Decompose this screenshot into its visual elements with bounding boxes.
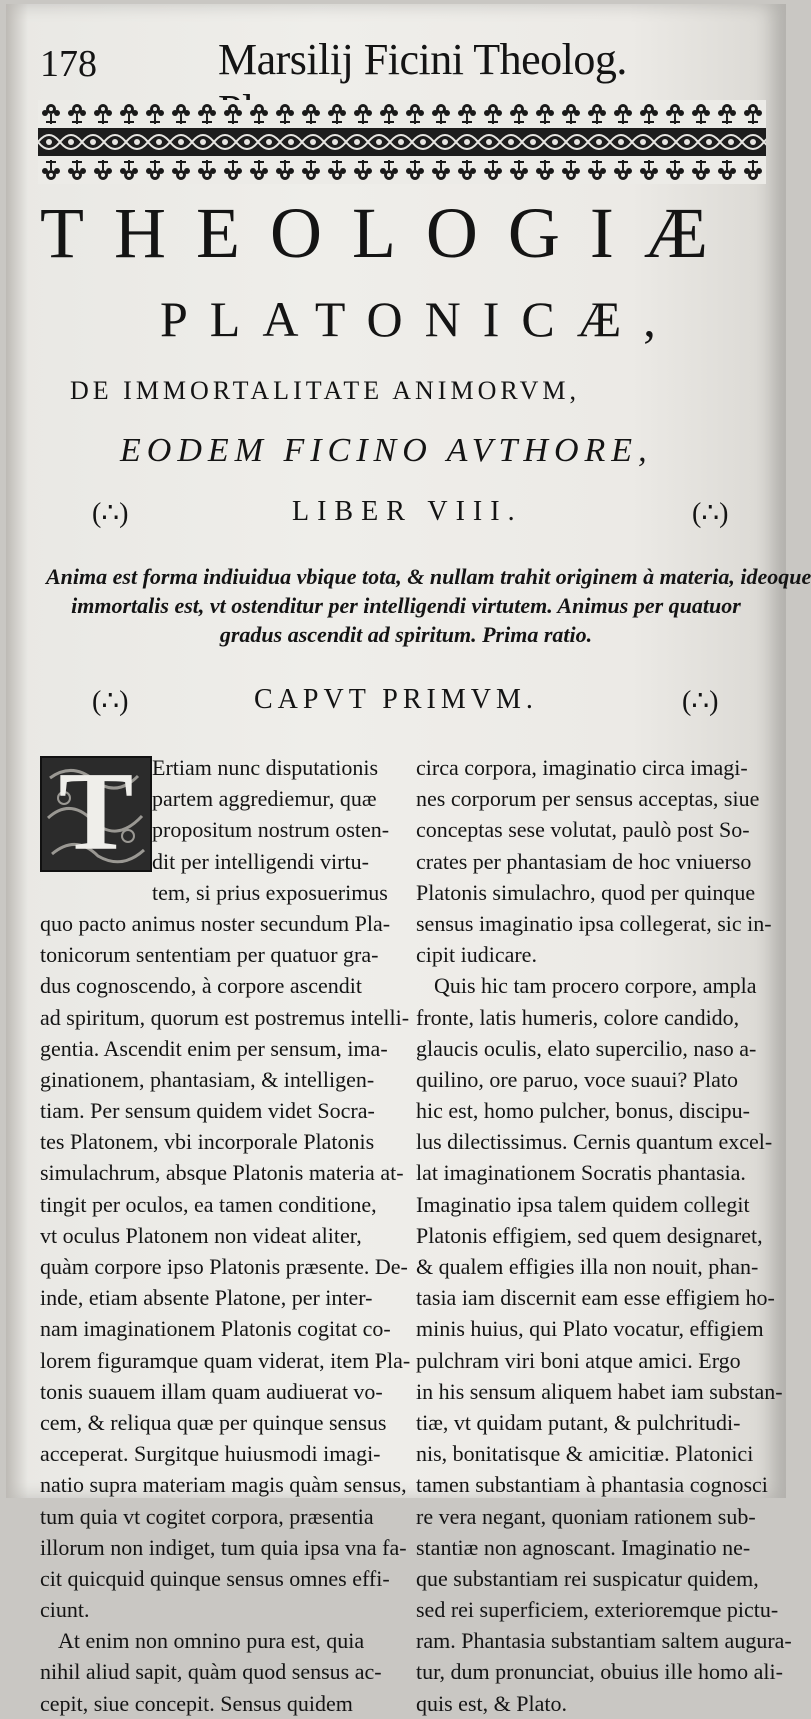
text-line: sensus imaginatio ipsa collegerat, sic in- xyxy=(416,910,772,936)
text-column-left xyxy=(40,752,411,1719)
text-line: ram. Phantasia substantiam saltem augura- xyxy=(416,1628,792,1654)
text-line: illorum non indiget, tum quia ipsa vna fa- xyxy=(40,1534,407,1560)
ornament-mark-right: (∴) xyxy=(692,498,729,529)
running-head xyxy=(32,34,732,88)
text-line: ad spiritum, quorum est postremus intelli- xyxy=(40,1004,410,1030)
text-line: pulchram viri boni atque amici. Ergo xyxy=(416,1347,741,1373)
text-line: minis huius, qui Plato vocatur, effigiem xyxy=(416,1316,764,1342)
text-line: tamen substantiam à phantasia cognosci xyxy=(416,1472,768,1498)
text-line: Platonis simulachro, quod per quinque xyxy=(416,879,756,905)
text-line: natio supra materiam magis quàm sensus, xyxy=(40,1472,407,1498)
text-line: partem aggrediemur, quæ xyxy=(152,786,377,812)
book-summary xyxy=(46,562,811,649)
text-line: tes Platonem, vbi incorporale Platonis xyxy=(40,1129,375,1155)
text-line: tonis suauem illam quam audiuerat vo- xyxy=(40,1378,383,1404)
summary-line: immortalis est, vt ostenditur per intelligendi virtutem. Animus per quatuor xyxy=(71,593,741,618)
text-line: nam imaginationem Platonis cogitat co- xyxy=(40,1316,391,1342)
ornament-mark-left: (∴) xyxy=(92,498,129,529)
chapter-label: CAPVT PRIMVM. xyxy=(254,684,538,715)
text-line: quis est, & Plato. xyxy=(416,1690,567,1716)
text-line: tingit per oculos, ea tamen conditione, xyxy=(40,1191,377,1217)
text-line: dus cognoscendo, à corpore ascendit xyxy=(40,973,362,999)
text-line: cem, & reliqua quæ per quinque sensus xyxy=(40,1409,387,1435)
drop-cap-letter: T xyxy=(58,750,134,874)
text-line: lorem figuramque quam viderat, item Pla- xyxy=(40,1347,411,1373)
book-section-heading xyxy=(86,496,746,536)
text-line: conceptas sese volutat, paulò post So- xyxy=(416,817,750,843)
text-line: Ertiam nunc disputationis xyxy=(152,755,379,780)
text-line: lus dilectissimus. Cernis quantum excel- xyxy=(416,1129,773,1155)
text-line: Imaginatio ipsa talem quidem collegit xyxy=(416,1191,750,1217)
summary-line: Anima est forma indiuidua vbique tota, & nullam trahit originem à materia, ideoque xyxy=(46,564,811,589)
text-line: ciunt. xyxy=(40,1597,90,1623)
ornament-mark-right: (∴) xyxy=(682,686,719,717)
text-line: Platonis effigiem, sed quem designaret, xyxy=(416,1222,763,1248)
text-line: inde, etiam absente Platone, per inter- xyxy=(40,1285,373,1311)
text-line: crates per phantasiam de hoc vniuerso xyxy=(416,848,752,874)
text-line: cepit, siue concepit. Sensus quidem xyxy=(40,1690,353,1716)
running-title: Marsilij Ficini Theolog. xyxy=(218,35,627,84)
text-line: cipit iudicare. xyxy=(416,942,537,968)
text-line: tum quia vt cogitet corpora, præsentia xyxy=(40,1503,374,1529)
text-line: tonicorum sententiam per quatuor gra- xyxy=(40,942,379,968)
text-line: nes corporum per sensus acceptas, siue xyxy=(416,786,760,812)
book-title: THEOLOGIÆ xyxy=(40,193,738,273)
text-line: hic est, homo pulcher, bonus, discipu- xyxy=(416,1098,750,1124)
text-line: re vera negant, quoniam rationem sub- xyxy=(416,1503,756,1529)
text-line: gentia. Ascendit enim per sensum, ima- xyxy=(40,1035,388,1061)
book-subtitle: PLATONICÆ, xyxy=(160,291,678,347)
text-line: & qualem effigies illa non nouit, phan- xyxy=(416,1254,759,1279)
page-number: 178 xyxy=(40,43,97,85)
ornamental-headpiece xyxy=(38,100,766,184)
text-line: quilino, ore paruo, voce suaui? Plato xyxy=(416,1066,738,1092)
liber-label: LIBER VIII. xyxy=(292,496,523,527)
book-title-line3: DE IMMORTALITATE ANIMORVM, xyxy=(70,376,581,405)
text-line: acceperat. Surgitque huiusmodi imagi- xyxy=(40,1441,381,1467)
text-line: in his sensum aliquem habet iam substan- xyxy=(416,1378,783,1404)
text-line: tasia iam discernit eam esse effigiem ho- xyxy=(416,1285,775,1311)
text-line: tur, dum pronunciat, obuius ille homo ali- xyxy=(416,1659,783,1685)
text-line: circa corpora, imaginatio circa imagi- xyxy=(416,755,748,780)
text-line: tiæ, vt quidam putant, & pulchritudi- xyxy=(416,1409,741,1435)
text-line: lat imaginationem Socratis phantasia. xyxy=(416,1160,746,1186)
text-line: vt oculus Platonem non videat aliter, xyxy=(40,1222,362,1248)
text-line: tiam. Per sensum quidem videt Socra- xyxy=(40,1098,375,1124)
author-line: EODEM FICINO AVTHORE, xyxy=(120,432,653,469)
chapter-heading xyxy=(86,684,746,724)
text-line: que substantiam rei suspicatur quidem, xyxy=(416,1565,759,1591)
text-column-right xyxy=(416,752,792,1719)
text-line: nis, bonitatisque & amicitiæ. Platonici xyxy=(416,1441,754,1467)
text-line: quo pacto animus noster secundum Pla- xyxy=(40,910,391,936)
text-line: Quis hic tam procero corpore, ampla xyxy=(434,973,757,999)
text-line: ginationem, phantasiam, & intelligen- xyxy=(40,1066,375,1092)
text-line: propositum nostrum osten- xyxy=(152,817,390,843)
text-line: fronte, latis humeris, colore candido, xyxy=(416,1004,740,1030)
text-line: nihil aliud sapit, quàm quod sensus ac- xyxy=(40,1659,382,1685)
text-line: At enim non omnino pura est, quia xyxy=(58,1628,365,1654)
text-line: quàm corpore ipso Platonis præsente. De- xyxy=(40,1254,408,1279)
text-line: dit per intelligendi virtu- xyxy=(152,848,369,874)
text-line: sed rei superficiem, exterioremque pictu- xyxy=(416,1597,779,1623)
text-line: cit quicquid quinque sensus omnes effi- xyxy=(40,1565,390,1591)
text-line: stantiæ non agnoscant. Imaginatio ne- xyxy=(416,1534,751,1560)
text-line: glaucis oculis, elato supercilio, naso a- xyxy=(416,1035,757,1061)
summary-line: gradus ascendit ad spiritum. Prima ratio. xyxy=(219,622,593,647)
ornament-mark-left: (∴) xyxy=(92,686,129,717)
book-page xyxy=(6,4,811,1716)
text-line: simulachrum, absque Platonis materia at- xyxy=(40,1160,404,1186)
text-line: tem, si prius exposuerimus xyxy=(152,879,388,905)
